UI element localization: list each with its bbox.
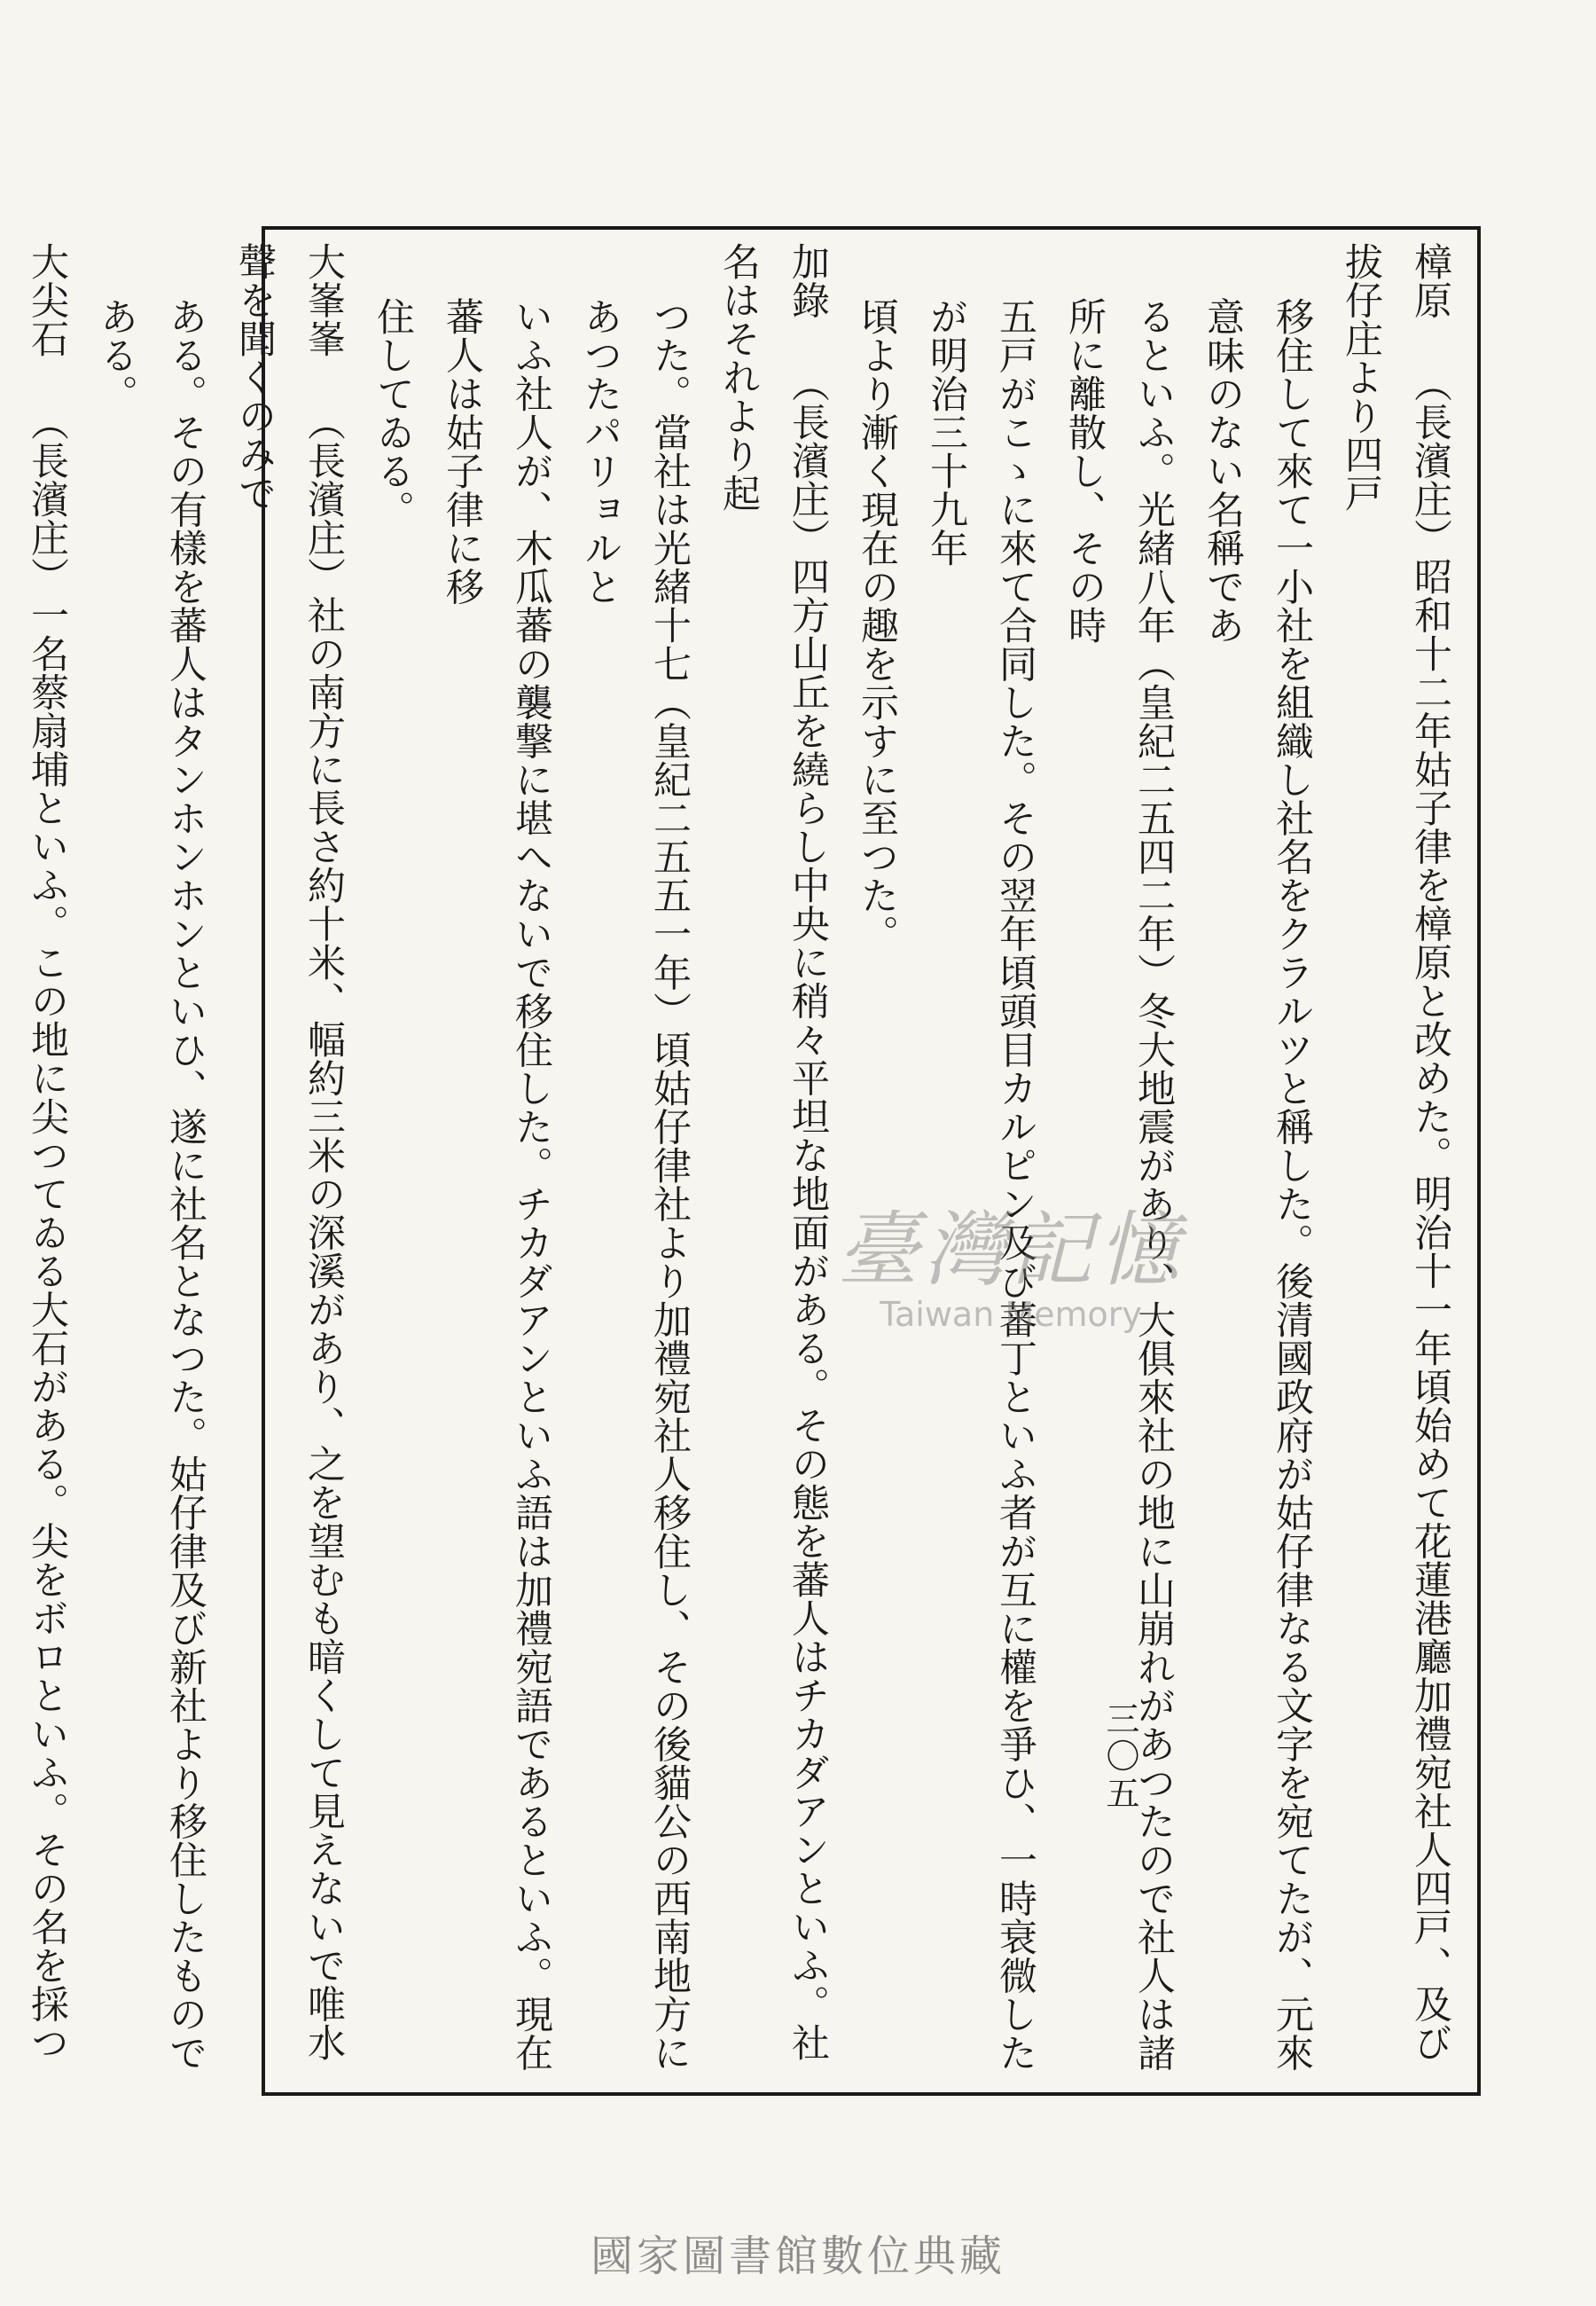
text-line: るといふ。光緒八年（皇紀二五四二年）冬大地震があり、大俱來社の地に山崩れがあつたので社人は諸所に離散し、その時	[1062, 297, 1176, 2072]
text-line: ある。その有樣を蕃人はタンホンホンといひ、遂に社名となつた。姑仔律及び新社より移住したものである。	[94, 297, 207, 2072]
footer-caption: 國家圖書館數位典藏	[590, 2231, 1005, 2281]
watermark-cn-text: 臺灣記憶	[836, 1203, 1185, 1298]
entry-jialu	[358, 242, 842, 2080]
body-text	[25, 242, 1465, 2080]
text-line: いふ社人が、木瓜蕃の襲撃に堪へないで移住した。チカダアンといふ語は加禮宛語であるといふ。現在蕃人は姑子律に移	[440, 297, 553, 2072]
text-line: 大峯峯 （長濱庄）社の南方に長さ約十米、幅約三米の深溪があり、之を望むも暗くして見えないで唯水聲を聞くのみで	[232, 242, 346, 2062]
text-line: 移住して來て一小社を組織し社名をクラルツと稱した。後清國政府が姑仔律なる文字を宛てたが、元來意味のない名稱であ	[1201, 297, 1314, 2072]
page-number: 三〇五	[1100, 1701, 1139, 1813]
text-line: つた。當社は光緒十七（皇紀二五五一年）頃姑仔律社より加禮宛社人移住し、その後貓公の西南地方にあつたパリョルと	[578, 297, 692, 2072]
entry-dafengfeng	[82, 242, 358, 2080]
text-line: 加錄 （長濱庄）四方山丘を繞らし中央に稍々平坦な地面がある。その態を蕃人はチカダアンといふ。社名はそれより起	[716, 242, 830, 2062]
entry-dajianshi	[0, 242, 82, 2080]
text-line: 大尖石 （長濱庄）一名蔡扇埔といふ。この地に尖つてゐる大石がある。尖をボロといふ。その名を採つ	[25, 242, 69, 2062]
watermark-en-text: Taiwan Memory	[880, 1295, 1142, 1334]
text-line: 樟原 （長濱庄）昭和十二年姑子律を樟原と改めた。明治十一年頃始めて花蓮港廳加禮宛社人四戸、及び拔仔庄より四戸	[1339, 242, 1452, 2062]
text-line: 頃より漸く現在の趣を示すに至つた。	[855, 297, 899, 953]
text-line: 五戸がこゝに來て合同した。その翌年頃頭目カルピン及び蕃丁といふ者が互に權を爭ひ、一時衰微したが明治三十九年	[924, 297, 1037, 2072]
entry-zhangyuan	[842, 242, 1465, 2080]
page-frame	[25, 226, 1481, 2096]
text-line: 住してゐる。	[371, 297, 415, 529]
